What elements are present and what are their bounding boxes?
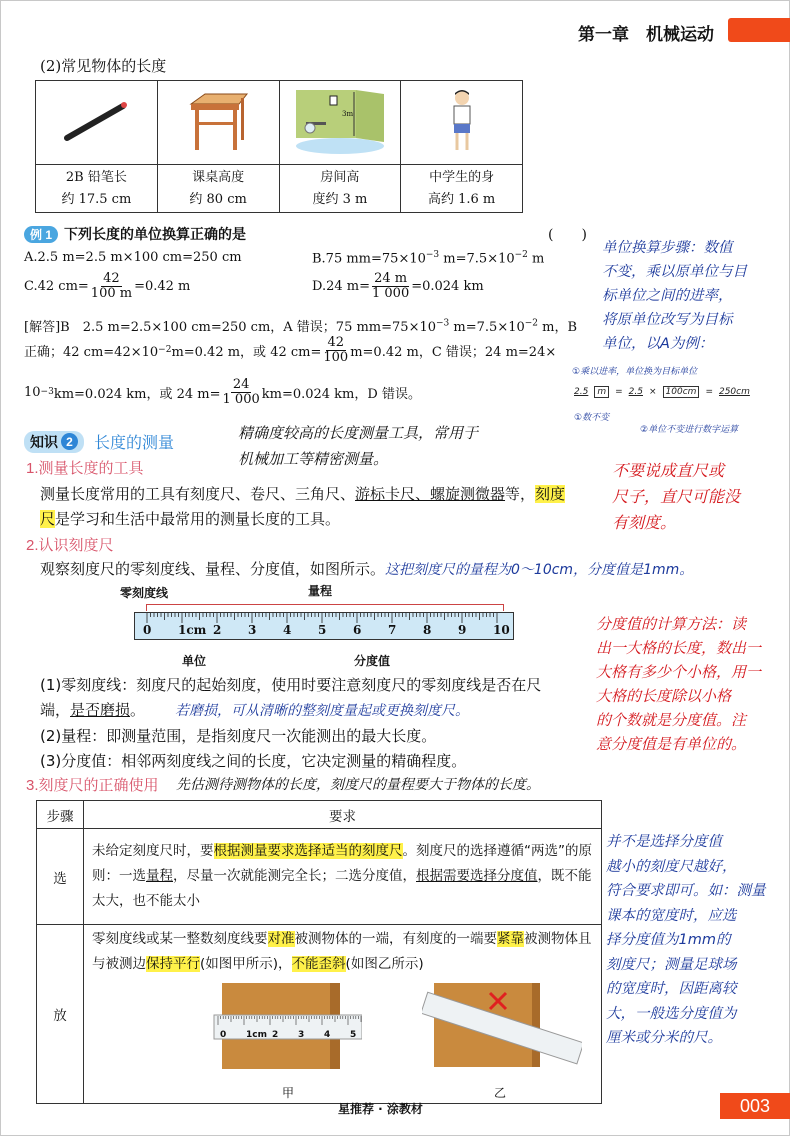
answer-line-2: 正确；42 cm=42×10 −2 m=0.42 m，或 42 cm= $\frac{42}{100}$ m=0.42 m，C 错误；24 m=24×: [24, 335, 557, 365]
parallel-ruler-tick-label: 5: [350, 1030, 357, 1040]
example-badge: 例 1: [24, 226, 58, 243]
pencil-icon: [61, 96, 131, 146]
ruler-labels: [135, 623, 513, 639]
answer-bracket: ( ): [548, 227, 587, 243]
ruler-tick-label: 3: [248, 623, 257, 637]
parallel-ruler-tick-label: 3: [298, 1030, 305, 1040]
step-place-req: 零刻度线或某一整数刻度线要对准被测物体的一端，有刻度的一端要紧靠被测物体且与被测边保持平行(如图甲所示)，不能歪斜(如图乙所示) 0 1cm 2 3 4 5 甲 乙: [84, 925, 602, 1104]
room-height-label: 3m: [341, 109, 353, 118]
ruler-tick-label: 8: [423, 623, 432, 637]
room-icon: [294, 88, 386, 154]
ruler-diagram: [120, 580, 520, 670]
ruler-tick-label: 9: [458, 623, 467, 637]
steps-table: [36, 800, 602, 1104]
ruler: [134, 612, 514, 640]
ruler-tick-label: 0: [143, 623, 152, 637]
parallel-ruler-tick-label: 4: [324, 1030, 331, 1040]
student-icon: [442, 88, 482, 154]
col-requirement: 要求: [84, 801, 602, 829]
ruler-tick-label: 6: [353, 623, 362, 637]
ruler-tick-label: 7: [388, 623, 397, 637]
ruler-tick-label: 2: [213, 623, 222, 637]
section-1-text: 测量长度常用的工具有刻度尺、卷尺、三角尺、游标卡尺、螺旋测微器等，刻度 尺是学习和生活中最常用的测量长度的工具。: [40, 485, 566, 528]
figure-slanted: [422, 981, 582, 1077]
desk-icon: [183, 90, 253, 152]
section-2-text: 观察刻度尺的零刻度线、量程、分度值，如图所示。这把刻度尺的量程为0～10cm，分度值是1mm。: [40, 560, 694, 578]
note-division-calc: 分度值的计算方法：读 出一大格的长度，数出一 大格有多少个小格，用一 大格的长度除以小格 的个数就是分度值。注 意分度值是有单位的。: [596, 615, 762, 753]
note-ruler-naming: 不要说成直尺或 尺子，直尺可能没 有刻度。: [612, 461, 741, 532]
example-question: 下列长度的单位换算正确的是: [64, 227, 247, 243]
section-3-title: 3.刻度尺的正确使用: [26, 777, 159, 794]
parallel-ruler-tick-label: 1cm: [246, 1030, 267, 1040]
range-brace: [146, 604, 504, 611]
division-label: 分度值: [354, 654, 391, 668]
option-b: B.75 $mm=75\times 10^{-3}$ $m=7.5\times 10^{-2}$ m: [312, 250, 545, 267]
note-precision-tools: 精确度较高的长度测量工具，常用于 机械加工等精密测量。: [238, 424, 479, 468]
conversion-diagram: ①乘以进率，单位换为目标单位 2.5 m = 2.5 × 100cm = 250cm ①数不变 ②单位不变进行数字运算: [572, 367, 750, 435]
knowledge-title: 长度的测量: [94, 435, 175, 452]
student-cell: [401, 81, 523, 165]
figure-a-label: 甲: [282, 1086, 295, 1100]
example-header: [24, 224, 246, 244]
section-1-title: 1.测量长度的工具: [26, 460, 144, 477]
room-cell: [279, 81, 401, 165]
note-estimate-length: 先估测待测物体的长度，刻度尺的量程要大于物体的长度。: [176, 777, 540, 793]
desk-cell: [157, 81, 279, 165]
footer-brand: 星推荐 · 涂教材: [338, 1102, 423, 1116]
col-step: 步骤: [37, 801, 84, 829]
knowledge-header: [24, 430, 174, 453]
answer-line-3: 10 −3 km=0.024 km，或 24 m= $\frac{24}{1 000}$ km=0.024 km，D 错误。: [24, 377, 421, 407]
ruler-tick-label: 10: [493, 623, 510, 637]
step-select: 选: [37, 829, 84, 925]
ruler-tick-label: 4: [283, 623, 292, 637]
chapter-title: 第一章 机械运动: [578, 25, 714, 44]
desk-height-label: 课桌高度 约 80 cm: [157, 165, 279, 213]
conversion-equation: 2.5 m = 2.5 × 100cm = 250cm: [574, 387, 750, 397]
option-a: A.2.5 m=2.5 m×100 cm=250 cm: [24, 250, 242, 265]
step-select-req: 未给定刻度尺时，要根据测量要求选择适当的刻度尺。刻度尺的选择遵循“两选”的原则：一选量程，尽量一次就能测完全长；二选分度值，根据需要选择分度值，既不能太大，也不能太小: [84, 829, 602, 925]
student-height-label: 中学生的身 高约 1.6 m: [401, 165, 523, 213]
note-unit-conversion: 单位换算步骤：数值 不变，乘以原单位与目 标单位之间的进率， 将原单位改写为目标 单位，以A为例：: [602, 240, 747, 352]
page-number: 003: [720, 1093, 790, 1119]
ruler-tick-label: 5: [318, 623, 327, 637]
zero-line-label: 零刻度线: [120, 586, 169, 600]
step-place: 放: [37, 925, 84, 1104]
pencil-cell: [36, 81, 158, 165]
common-lengths-table: [35, 80, 523, 213]
ruler-tick-label: 1cm: [178, 623, 207, 637]
note-choose-division: 并不是选择分度值 越小的刻度尺越好， 符合要求即可。如：测量 课本的宽度时，应选 择分度值为1mm的 刻度尺；测量足球场 的宽度时，因距离较 大，一般选分度值为 厘米或分米的尺。: [606, 834, 766, 1046]
range-label: 量程: [308, 584, 333, 598]
parallel-ruler-tick-label: 0: [220, 1030, 227, 1040]
chapter-tab: [728, 18, 790, 42]
section-2-title: 2.认识刻度尺: [26, 537, 114, 554]
unit-label: 单位: [182, 654, 207, 668]
knowledge-badge: 知识 2: [24, 431, 84, 453]
option-c: C.42 cm= $\frac{42}{100 m}$ =0.42 m: [24, 271, 191, 301]
room-height-text: 房间高 度约 3 m: [279, 165, 401, 213]
answer-line-1: [解答]B 2.5 m=2.5×100 cm=250 cm，A 错误；75 $mm=75\times 10^{-3}$ $m=7.5\times 10^{-2}$ m，B: [24, 318, 578, 335]
parallel-ruler-tick-label: 2: [272, 1030, 279, 1040]
ruler-explanations: (1)零刻度线：刻度尺的起始刻度，使用时要注意刻度尺的零刻度线是否在尺 端，是否磨损。 若磨损，可从清晰的整刻度量起或更换刻度尺。 (2)量程：即测量范围，是指刻度尺一次能测出的最大长度。 (3)分度值：相邻两刻度线之间的长度，它决定测量的精确程度。: [40, 676, 542, 770]
pencil-length-label: 2B 铅笔长 约 17.5 cm: [36, 165, 158, 213]
common-lengths-title: (2)常见物体的长度: [40, 57, 167, 75]
figure-b-label: 乙: [494, 1086, 507, 1100]
figure-parallel: [212, 983, 362, 1073]
option-d: D.24 m= $\frac{24 m}{1 000}$ =0.024 km: [312, 271, 484, 301]
